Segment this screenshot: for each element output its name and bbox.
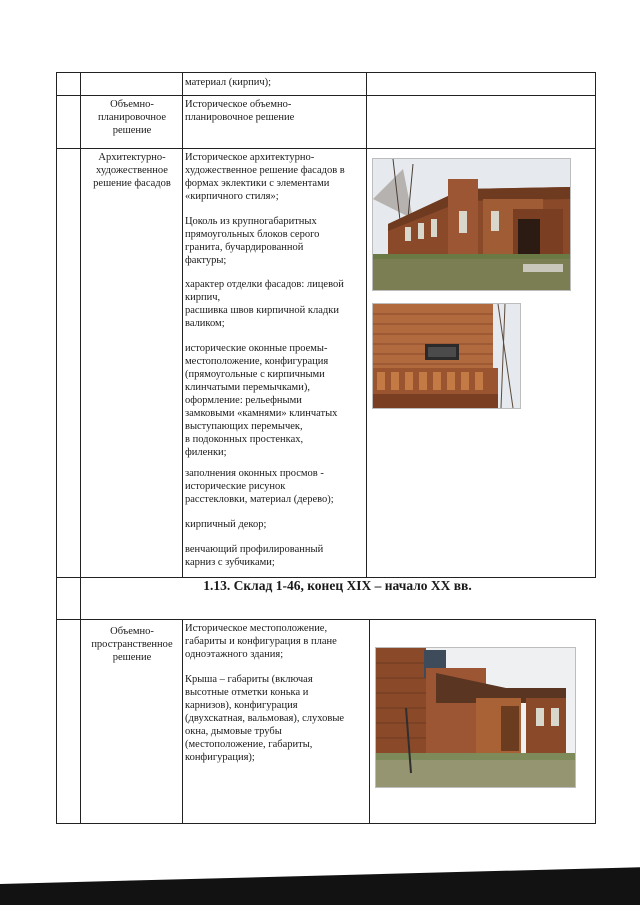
section-row-paragraph-2: Крыша – габариты (включая высотные отметки конька и карнизов), конфигурация (двухскатная, вальмовая), слуховые окна, дымовые трубы (местоположение, габариты, конфигурация);	[185, 674, 345, 763]
warehouse-image	[376, 648, 575, 787]
col-sep-1	[80, 72, 81, 824]
row-2-paragraph-2: Цоколь из крупногабаритных прямоугольных блоков серого гранита, бучардированной фактуры;	[185, 216, 320, 266]
row-2-paragraph-1: Историческое архитектурно- художественное решение фасадов в формах эклектики с элементами «кирпичного стиля»;	[185, 152, 345, 202]
row-sep-1	[56, 95, 596, 96]
row-2-paragraph-3: характер отделки фасадов: лицевой кирпич, расшивка швов кирпичной кладки валиком;	[185, 279, 344, 329]
row-sep-4	[56, 619, 596, 620]
section-title: 1.13. Склад 1-46, конец XIX – начало XX вв.	[203, 578, 472, 593]
building-facade-image	[373, 159, 570, 290]
row-0-description: материал (кирпич);	[185, 77, 272, 88]
row-top-border	[56, 72, 596, 73]
table-border-right-lower	[595, 619, 596, 824]
building-facade-photo	[372, 158, 571, 291]
row-2-category: Архитектурно- художественное решение фасадов	[93, 152, 171, 189]
row-1-category: Объемно- планировочное решение	[97, 99, 167, 136]
section-row-paragraph-1: Историческое местоположение, габариты и конфигурация в плане одноэтажного здания;	[185, 623, 337, 660]
row-1-description: Историческое объемно- планировочное решение	[185, 99, 295, 123]
warehouse-photo	[375, 647, 576, 788]
brick-wall-detail-photo	[372, 303, 521, 409]
row-2-paragraph-6: кирпичный декор;	[185, 519, 267, 530]
row-2-paragraph-5: заполнения оконных просмов - исторические рисунок расстекловки, материал (дерево);	[185, 468, 334, 505]
row-2-paragraph-7: венчающий профилированный карниз с зубчиками;	[185, 544, 324, 568]
scan-bottom-edge	[0, 862, 640, 905]
table-border-left	[56, 72, 57, 824]
col-sep-2-lower	[182, 619, 183, 824]
row-bottom-border	[56, 823, 596, 824]
row-sep-2	[56, 148, 596, 149]
brick-wall-detail-image	[373, 304, 520, 408]
row-2-paragraph-4: исторические оконные проемы- местоположение, конфигурация (прямоугольные с кирпичными клинчатыми перемычками), оформление: рельефными замковыми «камнями» клинчатых выступающих перемычек, в подоконных простенках, филенки;	[185, 343, 338, 458]
section-row-category: Объемно- пространственное решение	[91, 626, 173, 663]
